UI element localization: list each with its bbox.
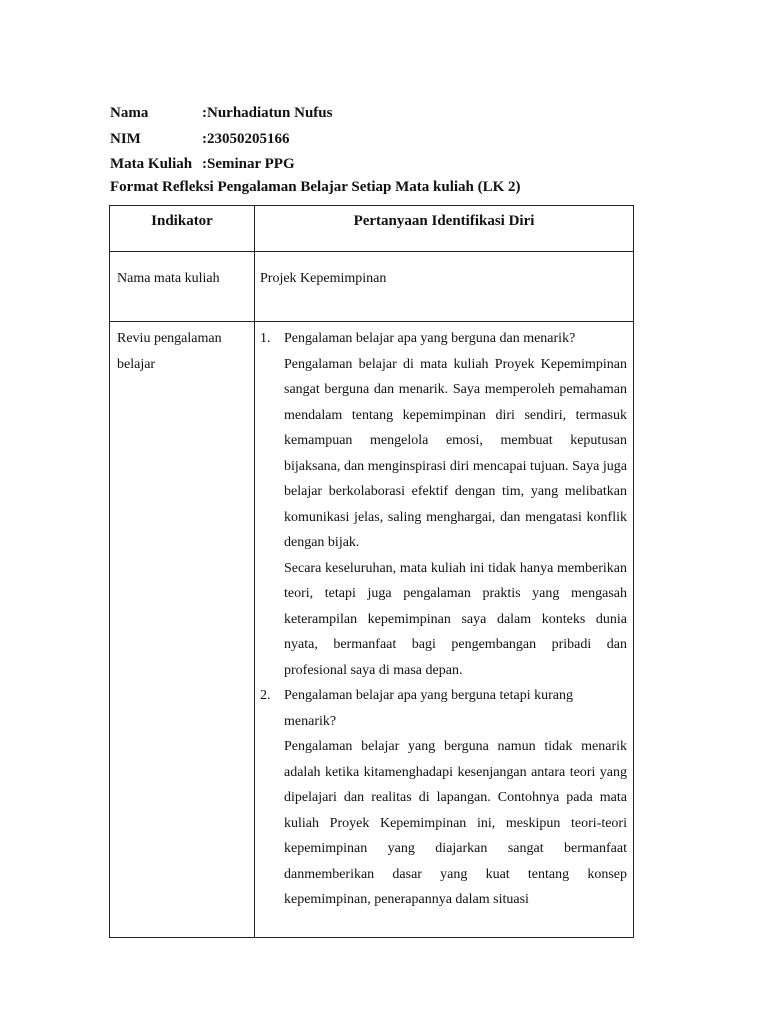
column-header-indicator: Indikator <box>110 206 255 252</box>
question-text: Pengalaman belajar apa yang berguna dan menarik? <box>284 331 576 346</box>
answer-paragraph: Pengalaman belajar yang berguna namun tidak menarik adalah ketika kitamenghadapi kesenjangan antara teori yang dipelajari dan realitas di lapangan. Contohnya pada mata kuliah Proyek Kepemimpinan ini, meskipun teori-teori kepemimpinan yang diajarkan sangat bermanfaat danmemberikan dasar yang kuat tentang konsep kepemimpinan, penerapannya dalam situasi <box>284 739 627 907</box>
header-label: NIM <box>110 130 141 147</box>
column-header-question: Pertanyaan Identifikasi Diri <box>255 206 634 252</box>
header-value: :23050205166 <box>202 130 290 147</box>
table-row <box>110 252 634 322</box>
answer-paragraph: Secara keseluruhan, mata kuliah ini tidak hanya memberikan teori, tetapi juga pengalaman praktis yang mengasah keterampilan kepemimpinan saya dalam konteks dunia nyata, bermanfaat bagi pengembangan pribadi dan profesional saya di masa depan. <box>284 560 627 678</box>
table-header-row <box>110 206 634 252</box>
question-number: 2. <box>260 688 271 703</box>
indicator-cell: Reviu pengalaman belajar <box>110 322 255 938</box>
document-title: Format Refleksi Pengalaman Belajar Setiap Mata kuliah (LK 2) <box>110 179 521 195</box>
header-value: :Seminar PPG <box>202 156 295 172</box>
reflection-content-cell <box>255 322 634 938</box>
question-number: 1. <box>260 331 271 346</box>
header-value: :Nurhadiatun Nufus <box>202 105 333 121</box>
header-row-course <box>110 152 332 178</box>
answer-paragraph: Pengalaman belajar di mata kuliah Proyek Kepemimpinan sangat berguna dan menarik. Saya memperoleh pemahaman mendalam tentang kepemimpinan diri sendiri, termasuk kemampuan mengelola emosi, membuat keputusan bijaksana, dan menginspirasi diri mencapai tujuan. Saya juga belajar berkolaborasi efektif dengan tim, yang melibatkan komunikasi jelas, saling menghargai, dan mengatasi konflik dengan bijak. <box>284 356 627 550</box>
question-item <box>260 326 627 352</box>
reflection-table <box>109 205 634 938</box>
indicator-cell: Nama mata kuliah <box>110 252 255 322</box>
question-text: Pengalaman belajar apa yang berguna tetapi kurang menarik? <box>284 688 573 729</box>
header-row-nim <box>110 127 332 153</box>
question-item <box>260 683 627 734</box>
identity-header <box>110 101 332 178</box>
header-row-name <box>110 101 332 127</box>
table-row <box>110 322 634 938</box>
course-name-cell: Projek Kepemimpinan <box>255 252 634 322</box>
header-label: Mata Kuliah <box>110 156 193 172</box>
header-label: Nama <box>110 105 149 121</box>
